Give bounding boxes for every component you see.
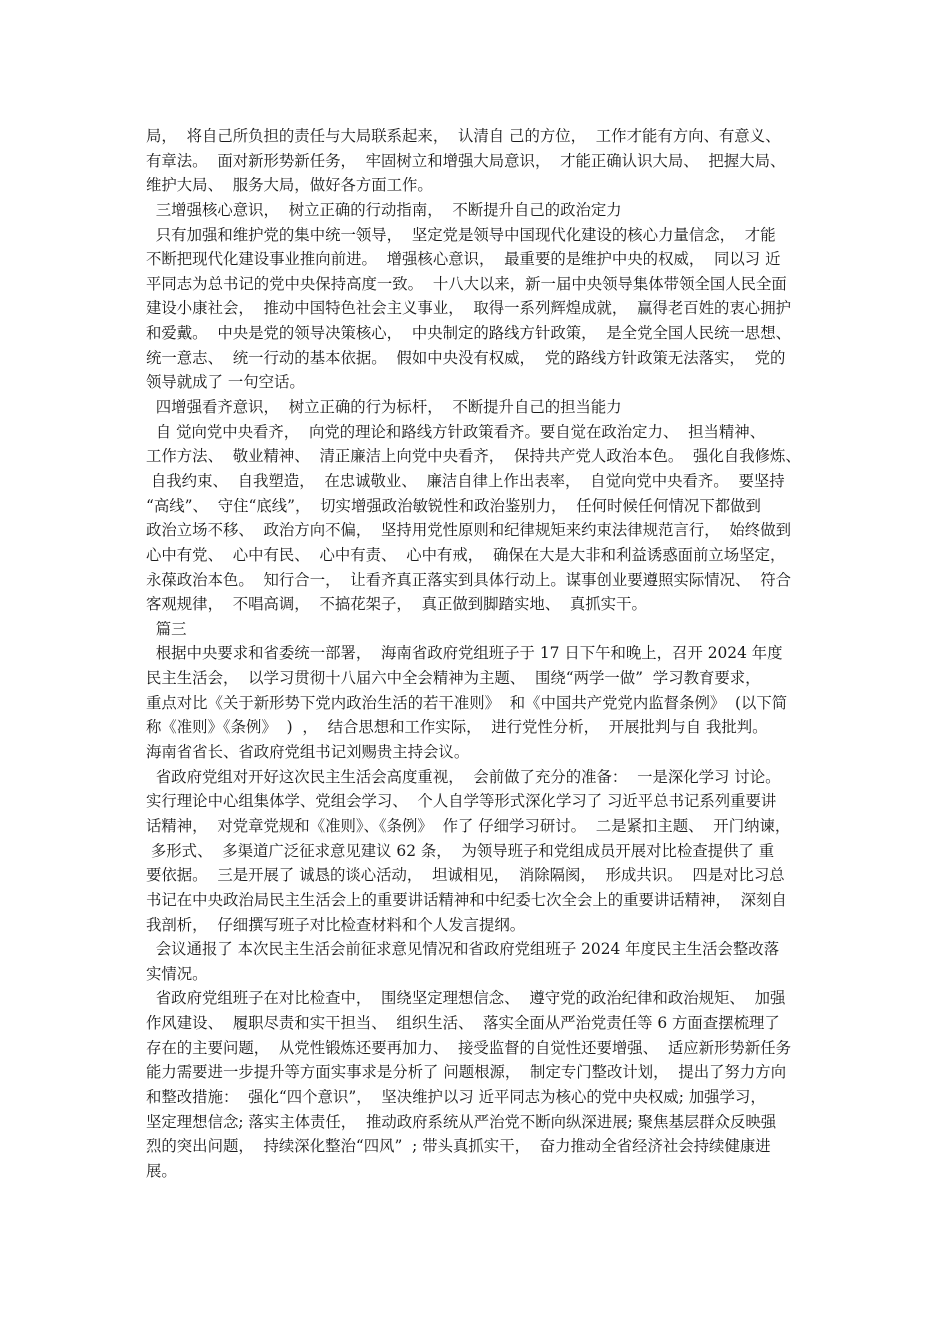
text-line: “高线”、 守住“底线”， 切实增强政治敏锐性和政治鉴别力， 任何时候任何情况下都做到 xyxy=(146,496,761,515)
text-line: 政治立场不移、 政治方向不偏， 坚持用党性原则和纪律规矩来约束法律规范言行， 始终做到 xyxy=(146,521,791,540)
text-line: 民主生活会， 以学习贯彻十八届六中全会精神为主题、 围绕“两学一做” 学习教育要求， xyxy=(146,669,761,688)
text-line: 四增强看齐意识， 树立正确的行为标杆， 不断提升自己的担当能力 xyxy=(146,398,622,417)
text-line: 建设小康社会， 推动中国特色社会主义事业， 取得一系列辉煌成就， 赢得老百姓的衷心拥护 xyxy=(146,299,791,318)
text-line: 心中有党、 心中有民、 心中有责、 心中有戒， 确保在大是大非和利益诱惑面前立场坚定， xyxy=(146,545,786,564)
text-line: 省政府党组对开好这次民主生活会高度重视， 会前做了充分的准备： 一是深化学习 讨论。 xyxy=(146,767,781,786)
text-line: 根据中央要求和省委统一部署， 海南省政府党组班子于 17 日下午和晚上，召开 2024 年度 xyxy=(146,644,783,663)
text-line: 平同志为总书记的党中央保持高度一致。 十八大以来，新一届中央领导集体带领全国人民全面 xyxy=(146,274,787,293)
text-line: 省政府党组班子在对比检查中， 围绕坚定理想信念、 遵守党的政治纪律和政治规矩、 加强 xyxy=(146,989,786,1008)
text-line: 坚定理想信念; 落实主体责任， 推动政府系统从严治党不断向纵深进展; 聚焦基层群众反映强 xyxy=(146,1112,777,1131)
text-line: 作风建设、 履职尽责和实干担当、 组织生活、 落实全面从严治党责任等 6 方面查摆梳理了 xyxy=(146,1014,780,1033)
text-line: 有章法。 面对新形势新任务， 牢固树立和增强大局意识， 才能正确认识大局、 把握大局、 xyxy=(146,151,786,170)
text-line: 不断把现代化建设事业推向前进。 增强核心意识， 最重要的是维护中央的权威， 同以习 近 xyxy=(146,250,781,269)
text-line: 话精神， 对党章党规和《准则》、《条例》 作了 仔细学习研讨。 二是紧扣主题、 开门纳谏， xyxy=(146,816,791,835)
text-line: 和整改措施： 强化“四个意识”， 坚决维护以习 近平同志为核心的党中央权威; 加强学习， xyxy=(146,1087,766,1106)
text-line: 存在的主要问题， 从党性锻炼还要再加力、 接受监督的自觉性还要增强、 适应新形势新任务 xyxy=(146,1038,791,1057)
text-line: 展。 xyxy=(146,1161,177,1180)
text-line: 实情况。 xyxy=(146,964,208,983)
text-line: 工作方法、 敬业精神、 清正廉洁上向党中央看齐， 保持共产党人政治本色。 强化自我修炼、 xyxy=(146,447,801,466)
text-line: 书记在中央政治局民主生活会上的重要讲话精神和中纪委七次全会上的重要讲话精神， 深刻自 xyxy=(146,890,787,909)
text-line: 称《准则》《条例》 ) ， 结合思想和工作实际， 进行党性分析， 开展批判与自 我批判。 xyxy=(146,718,768,737)
text-line: 统一意志、 统一行动的基本依据。 假如中央没有权威， 党的路线方针政策无法落实， 党的 xyxy=(146,348,786,367)
text-line: 三增强核心意识， 树立正确的行动指南， 不断提升自己的政治定力 xyxy=(146,200,622,219)
text-line: 会议通报了 本次民主生活会前征求意见情况和省政府党组班子 2024 年度民主生活会整改落 xyxy=(146,940,780,959)
text-line: 自我约束、 自我塑造， 在忠诚敬业、 廉洁自律上作出表率， 自觉向党中央看齐。 要坚持 xyxy=(146,471,785,490)
text-line: 篇三 xyxy=(146,619,187,638)
text-line: 领导就成了 一句空话。 xyxy=(146,373,305,392)
document-body xyxy=(146,124,812,1184)
text-line: 只有加强和维护党的集中统一领导， 坚定党是领导中国现代化建设的核心力量信念， 才能 xyxy=(146,225,776,244)
text-line: 客观规律， 不唱高调， 不搞花架子， 真正做到脚踏实地、 真抓实干。 xyxy=(146,595,647,614)
text-line: 烈的突出问题， 持续深化整治“四风” ; 带头真抓实干， 奋力推动全省经济社会持续健康进 xyxy=(146,1137,771,1156)
text-line: 我剖析， 仔细撰写班子对比检查材料和个人发言提纲。 xyxy=(146,915,526,934)
text-line: 海南省省长、省政府党组书记刘赐贵主持会议。 xyxy=(146,743,470,762)
text-line: 局， 将自己所负担的责任与大局联系起来， 认清自 己的方位， 工作才能有方向、有意义、 xyxy=(146,127,781,145)
text-line: 要依据。 三是开展了 诚恳的谈心活动， 坦诚相见， 消除隔阂， 形成共识。 四是对比习总 xyxy=(146,866,785,885)
text-line: 永葆政治本色。 知行合一， 让看齐真正落实到具体行动上。谋事创业要遵照实际情况、 符合 xyxy=(146,570,791,589)
text-line: 实行理论中心组集体学、党组会学习、 个人自学等形式深化学习了 习近平总书记系列重要讲 xyxy=(146,792,777,811)
text-line: 重点对比《关于新形势下党内政治生活的若干准则》 和《中国共产党党内监督条例》 (以下简 xyxy=(146,693,788,712)
text-line: 自 觉向党中央看齐， 向党的理论和路线方针政策看齐。要自觉在政治定力、 担当精神、 xyxy=(146,422,766,441)
text-line: 维护大局、 服务大局，做好各方面工作。 xyxy=(146,176,433,195)
text-line: 和爱戴。 中央是党的领导决策核心， 中央制定的路线方针政策， 是全党全国人民统一思想、 xyxy=(146,324,791,343)
text-line: 能力需要进一步提升等方面实事求是分析了 问题根源， 制定专门整改计划， 提出了努力方向 xyxy=(146,1063,787,1082)
text-line: 多形式、 多渠道广泛征求意见建议 62 条， 为领导班子和党组成员开展对比检查提供了 重 xyxy=(146,841,775,860)
